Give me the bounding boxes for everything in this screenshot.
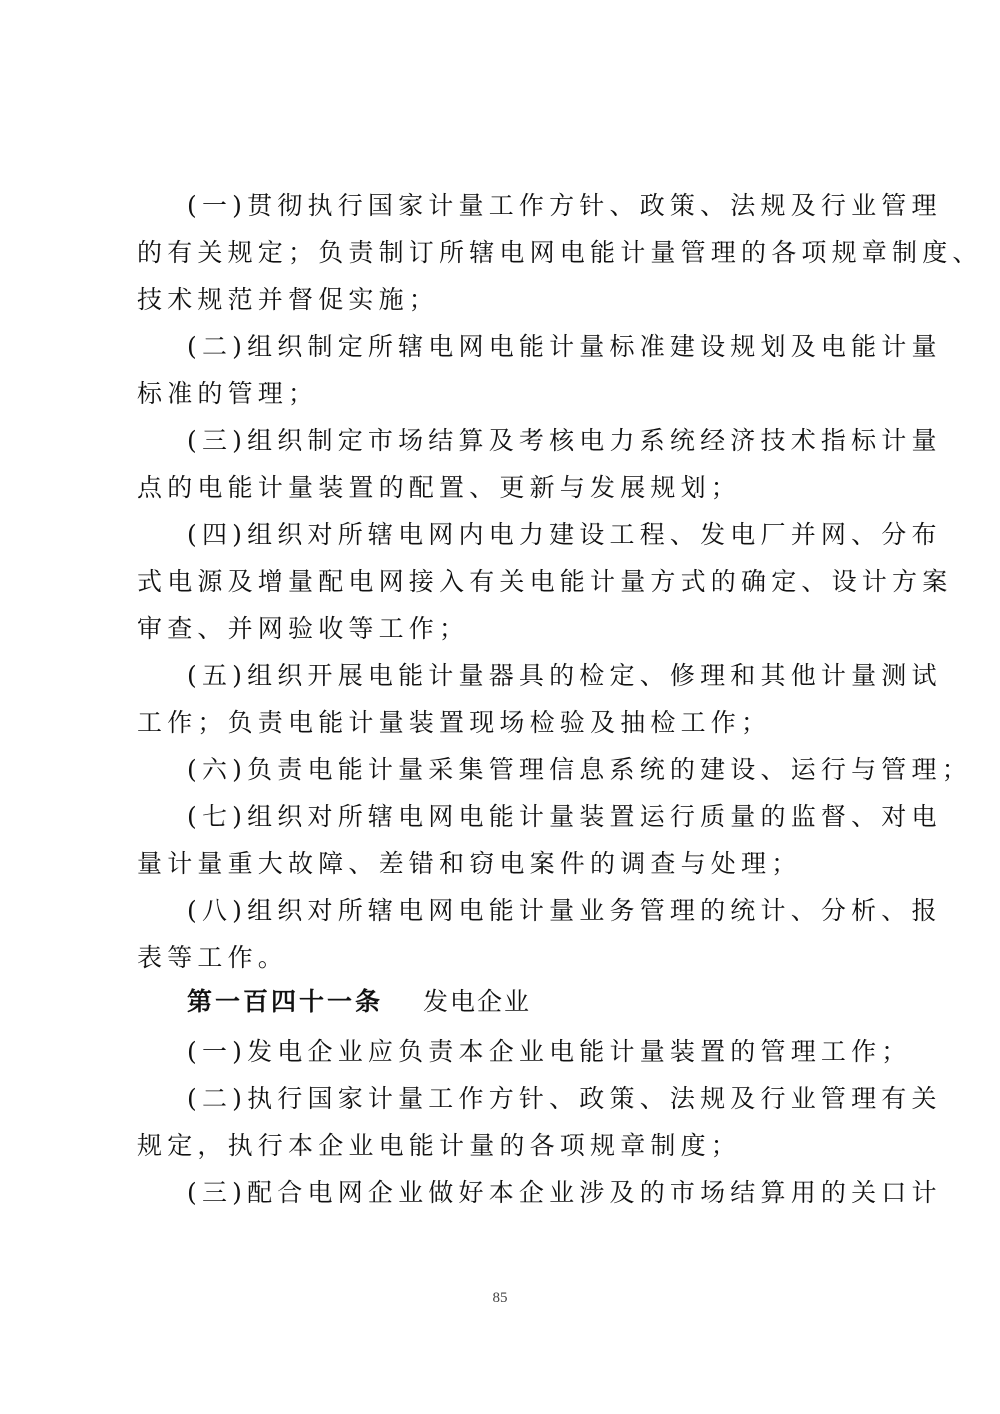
text-line: (六)负责电能计量采集管理信息系统的建设、运行与管理； (187, 755, 972, 784)
text-line: 技术规范并督促实施； (137, 285, 440, 314)
article-number: 第一百四十一条 (187, 987, 384, 1016)
text-line: 标准的管理； (137, 379, 319, 408)
text-line: (二)组织制定所辖电网电能计量标准建设规划及电能计量 (187, 332, 942, 361)
text-line: 点的电能计量装置的配置、更新与发展规划； (137, 473, 742, 502)
text-line: 量计量重大故障、差错和窃电案件的调查与处理； (137, 849, 802, 878)
text-line: (一)贯彻执行国家计量工作方针、政策、法规及行业管理 (187, 191, 942, 220)
text-line: 工作；负责电能计量装置现场检验及抽检工作； (137, 708, 772, 737)
text-line: 式电源及增量配电网接入有关电能计量方式的确定、设计方案 (137, 567, 953, 596)
text-line: 的有关规定；负责制订所辖电网电能计量管理的各项规章制度、 (137, 238, 983, 267)
text-line: (八)组织对所辖电网电能计量业务管理的统计、分析、报 (187, 896, 942, 925)
text-line: 审查、并网验收等工作； (137, 614, 470, 643)
page-number: 85 (492, 1290, 508, 1306)
text-line: (三)配合电网企业做好本企业涉及的市场结算用的关口计 (187, 1178, 942, 1207)
text-line: (三)组织制定市场结算及考核电力系统经济技术指标计量 (187, 426, 942, 455)
article-heading (187, 986, 531, 1018)
text-line: (四)组织对所辖电网内电力建设工程、发电厂并网、分布 (187, 520, 942, 549)
text-line: 规定，执行本企业电能计量的各项规章制度； (137, 1131, 742, 1160)
article-title: 发电企业 (423, 987, 532, 1016)
text-line: (五)组织开展电能计量器具的检定、修理和其他计量测试 (187, 661, 942, 690)
text-line: (二)执行国家计量工作方针、政策、法规及行业管理有关 (187, 1084, 942, 1113)
text-line: (一)发电企业应负责本企业电能计量装置的管理工作； (187, 1037, 912, 1066)
text-line: 表等工作。 (137, 943, 289, 972)
text-line: (七)组织对所辖电网电能计量装置运行质量的监督、对电 (187, 802, 942, 831)
